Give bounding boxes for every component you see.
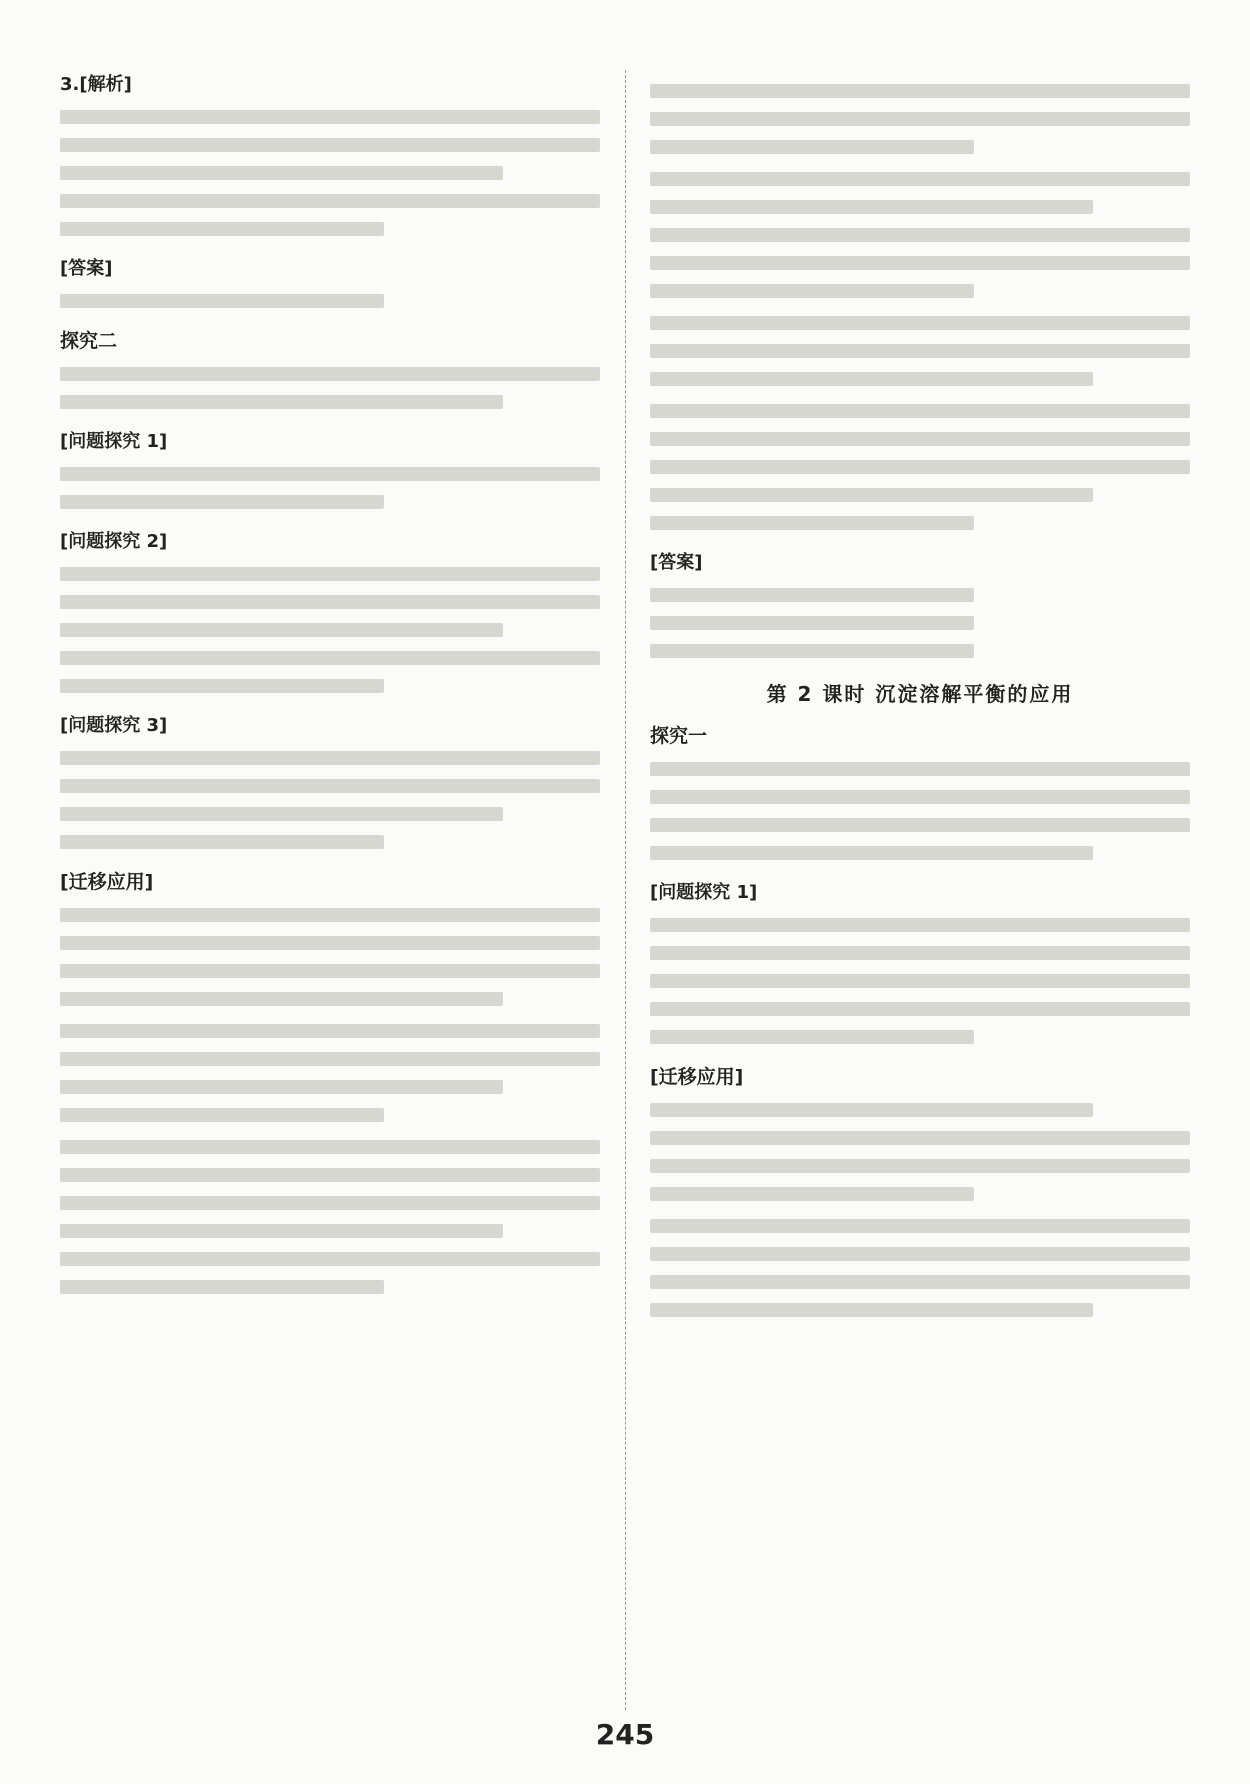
- answer-block: [答案]: [650, 548, 1190, 658]
- answer-block: [60, 254, 600, 308]
- column-divider: [625, 70, 626, 1710]
- question-block: [问题探究 3]: [60, 711, 600, 849]
- left-column: [60, 70, 600, 1312]
- section-title: 探究一: [650, 725, 708, 747]
- transfer-title: [迁移应用]: [60, 871, 154, 893]
- question-block: [问题探究 1]: [60, 427, 600, 509]
- transfer-title: [迁移应用]: [650, 1066, 744, 1088]
- lesson-title: 第 2 课时 沉淀溶解平衡的应用: [766, 682, 1074, 706]
- question-block: [问题探究 2]: [60, 527, 600, 693]
- question-block: [问题探究 1]: [650, 878, 1190, 1044]
- answer-label: [答案]: [60, 258, 113, 279]
- document-page: [60, 70, 1190, 1710]
- page-number: 245: [595, 1718, 655, 1751]
- section-title: 探究二: [60, 330, 118, 352]
- analysis-block: [60, 70, 600, 236]
- analysis-label: 3.[解析]: [60, 74, 132, 95]
- right-column: [650, 70, 1190, 1335]
